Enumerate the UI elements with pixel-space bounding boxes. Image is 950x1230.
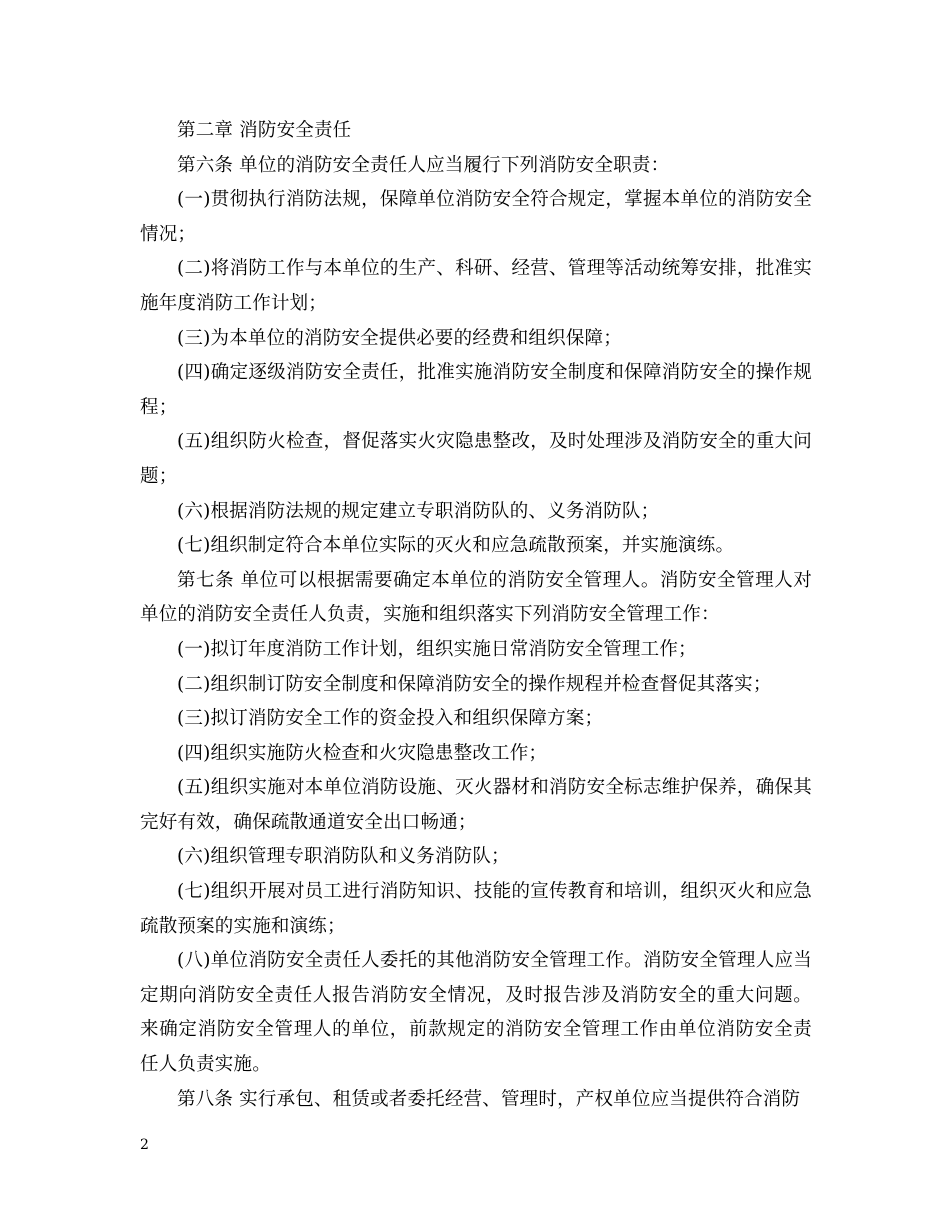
- article-6-item-5: (五)组织防火检查，督促落实火灾隐患整改，及时处理涉及消防安全的重大问题；: [140, 431, 812, 487]
- article-7-item-2: (二)组织制订防安全制度和保障消防安全的操作规程并检查督促其落实；: [177, 673, 772, 695]
- article-7-item-1: (一)拟订年度消防工作计划，组织实施日常消防安全管理工作；: [177, 638, 697, 660]
- page-number: 2: [140, 1137, 149, 1153]
- article-7-item-3: (三)拟订消防安全工作的资金投入和组织保障方案；: [177, 708, 604, 730]
- article-6-item-4: (四)确定逐级消防安全责任，批准实施消防安全制度和保障消防安全的操作规程；: [140, 362, 812, 418]
- article-7-item-4: (四)组织实施防火检查和火灾隐患整改工作；: [177, 742, 548, 764]
- article-6-item-1: (一)贯彻执行消防法规，保障单位消防安全符合规定，掌握本单位的消防安全情况；: [140, 189, 812, 245]
- article-6-paragraph: 第六条 单位的消防安全责任人应当履行下列消防安全职责：: [177, 154, 670, 176]
- article-6-item-2: (二)将消防工作与本单位的生产、科研、经营、管理等活动统筹安排，批准实施年度消防工作计划；: [140, 258, 812, 314]
- article-7-item-7: (七)组织开展对员工进行消防知识、技能的宣传教育和培训，组织灭火和应急疏散预案的实施和演练；: [140, 881, 812, 937]
- chapter-heading: 第二章 消防安全责任: [177, 120, 352, 141]
- article-7-item-6: (六)组织管理专职消防队和义务消防队；: [177, 846, 510, 868]
- article-8-paragraph: 第八条 实行承包、租赁或者委托经营、管理时，产权单位应当提供符合消防: [177, 1088, 801, 1110]
- article-6-item-7: (七)组织制定符合本单位实际的灭火和应急疏散预案，并实施演练。: [177, 535, 735, 557]
- article-7-paragraph: 第七条 单位可以根据需要确定本单位的消防安全管理人。消防安全管理人对单位的消防安全责任人负责，实施和组织落实下列消防安全管理工作：: [140, 569, 812, 626]
- article-6-item-6: (六)根据消防法规的规定建立专职消防队的、义务消防队；: [177, 500, 660, 522]
- article-7-item-5: (五)组织实施对本单位消防设施、灭火器材和消防安全标志维护保养，确保其完好有效，确保疏散通道安全出口畅通；: [140, 777, 812, 833]
- document-body: [140, 114, 812, 1117]
- article-7-item-8: (八)单位消防安全责任人委托的其他消防安全管理工作。消防安全管理人应当定期向消防安全责任人报告消防安全情况，及时报告涉及消防安全的重大问题。来确定消防安全管理人的单位，前款规定的消防安全管理工作由单位消防安全责任人负责实施。: [140, 950, 812, 1076]
- article-6-item-3: (三)为本单位的消防安全提供必要的经费和组织保障；: [177, 327, 622, 349]
